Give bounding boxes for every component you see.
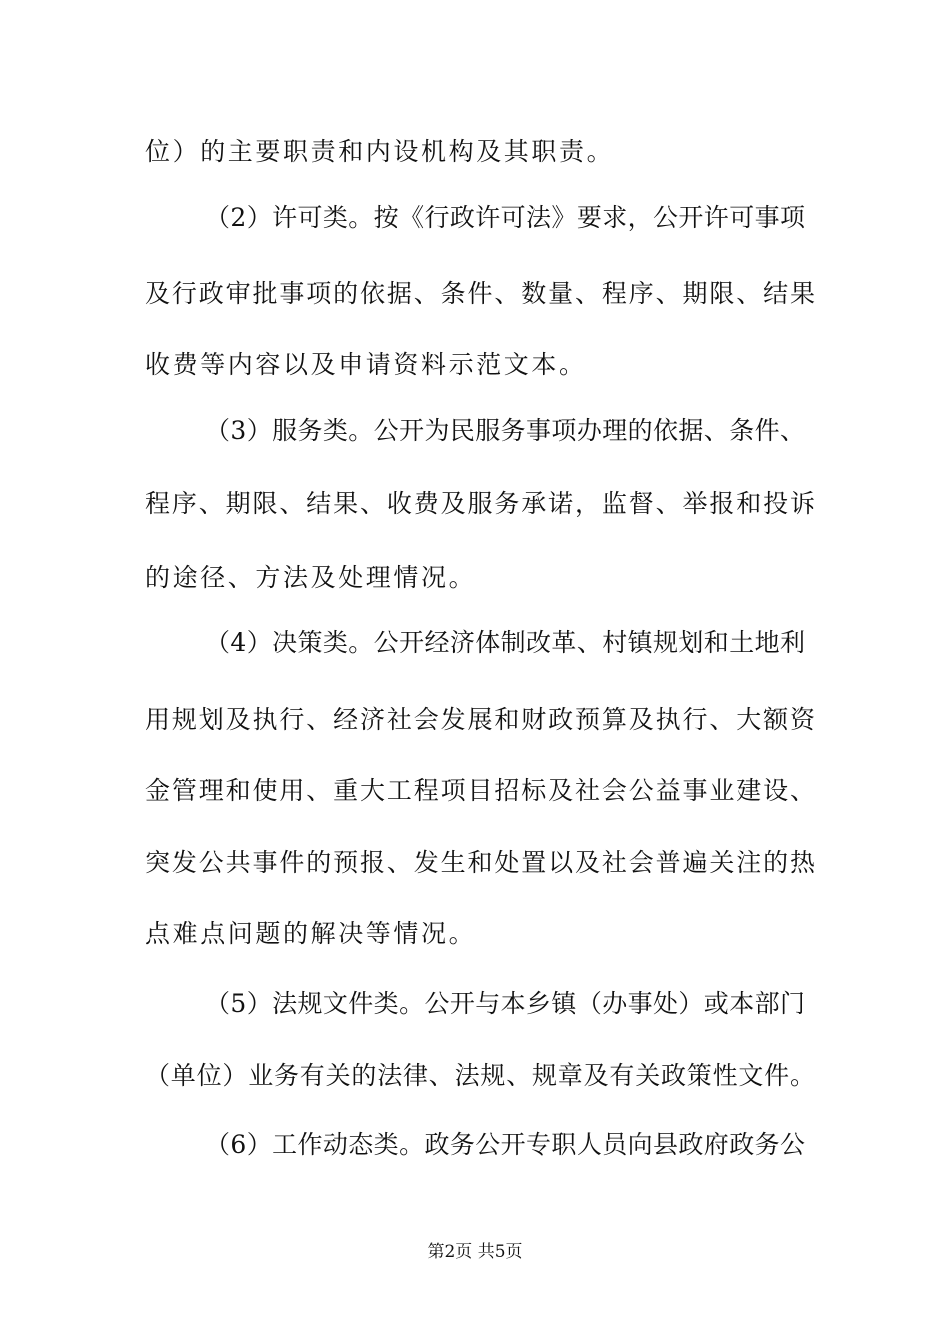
- body-line-8: （4）决策类。公开经济体制改革、村镇规划和土地利: [205, 628, 805, 657]
- body-line-14: （单位）业务有关的法律、法规、规章及有关政策性文件。: [145, 1061, 815, 1090]
- body-line-5: （3）服务类。公开为民服务事项办理的依据、条件、: [205, 416, 805, 445]
- body-line-15: （6）工作动态类。政务公开专职人员向县政府政务公: [205, 1130, 805, 1159]
- body-line-9: 用规划及执行、经济社会发展和财政预算及执行、大额资: [145, 705, 815, 734]
- page-footer: 第2页 共5页: [427, 1242, 523, 1262]
- body-line-3: 及行政审批事项的依据、条件、数量、程序、期限、结果: [145, 279, 815, 308]
- body-line-4: 收费等内容以及申请资料示范文本。: [145, 350, 587, 379]
- body-line-10: 金管理和使用、重大工程项目招标及社会公益事业建设、: [145, 776, 815, 805]
- body-line-11: 突发公共事件的预报、发生和处置以及社会普遍关注的热: [145, 848, 815, 877]
- body-line-13: （5）法规文件类。公开与本乡镇（办事处）或本部门: [205, 989, 805, 1018]
- body-line-12: 点难点问题的解决等情况。: [145, 919, 477, 948]
- body-line-2: （2）许可类。按《行政许可法》要求，公开许可事项: [205, 203, 805, 232]
- body-line-7: 的途径、方法及处理情况。: [145, 563, 477, 592]
- body-line-1: 位）的主要职责和内设机构及其职责。: [145, 137, 615, 166]
- body-line-6: 程序、期限、结果、收费及服务承诺，监督、举报和投诉: [145, 489, 815, 518]
